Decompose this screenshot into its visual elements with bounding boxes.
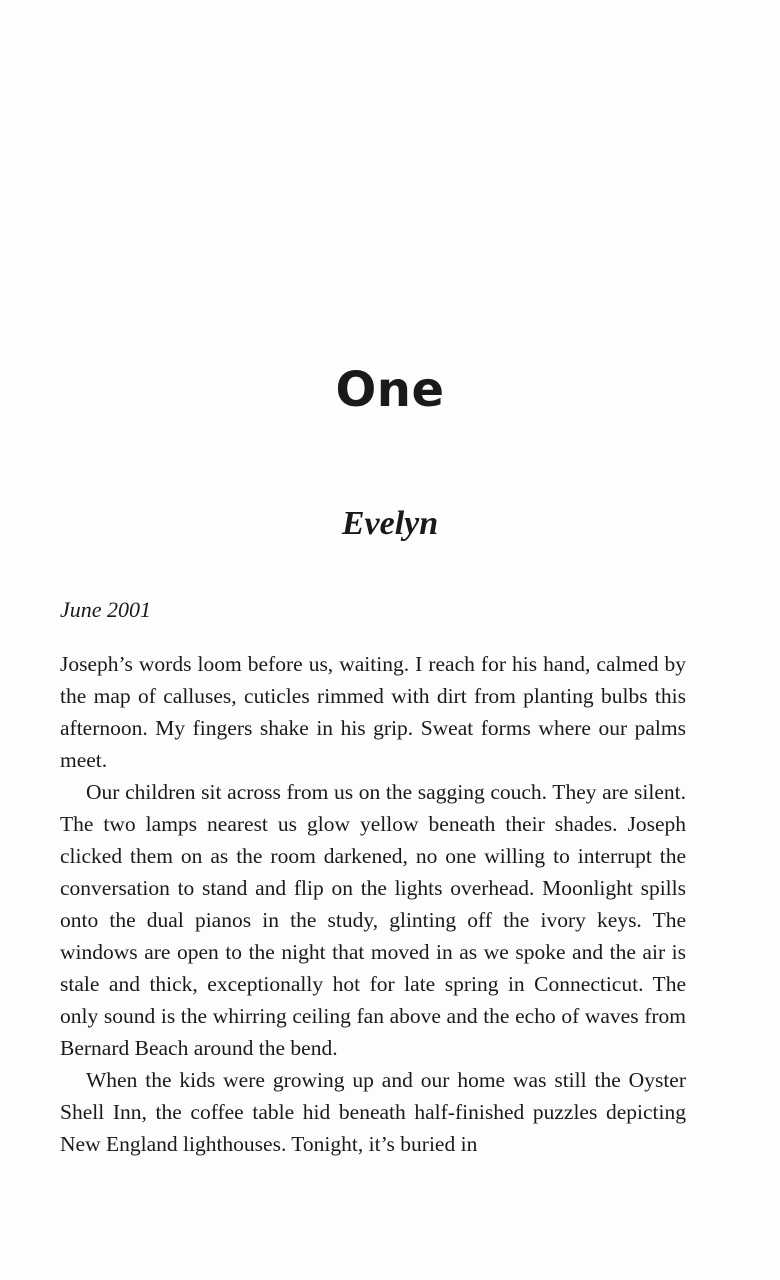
paragraph: Joseph’s words loom before us, waiting. I reach for his hand, calmed by the map of calluses, cuticles rimmed with dirt from planting bulbs this afternoon. My fingers shake in his grip. Sweat forms where our palms meet. [60, 652, 686, 772]
paragraph: Our children sit across from us on the sagging couch. They are silent. The two lamps nearest us glow yellow beneath their shades. Joseph clicked them on as the room darkened, no one willing to interrupt the conversation to stand and flip on the lights overhead. Moonlight spills onto the dual pianos in the study, glinting off the ivory keys. The windows are open to the night that moved in as we spoke and the air is stale and thick, exceptionally hot for late spring in Connecticut. The only sound is the whirring ceiling fan above and the echo of waves from Bernard Beach around the bend. [60, 780, 686, 1060]
chapter-narrator: Evelyn [341, 505, 439, 542]
chapter-title: One [335, 362, 445, 418]
chapter-dateline: June 2001 [60, 597, 152, 622]
paragraph: When the kids were growing up and our home was still the Oyster Shell Inn, the coffee table hid beneath half-finished puzzles depicting New England lighthouses. Tonight, it’s buried in [60, 1068, 686, 1156]
chapter-body [60, 648, 686, 1160]
